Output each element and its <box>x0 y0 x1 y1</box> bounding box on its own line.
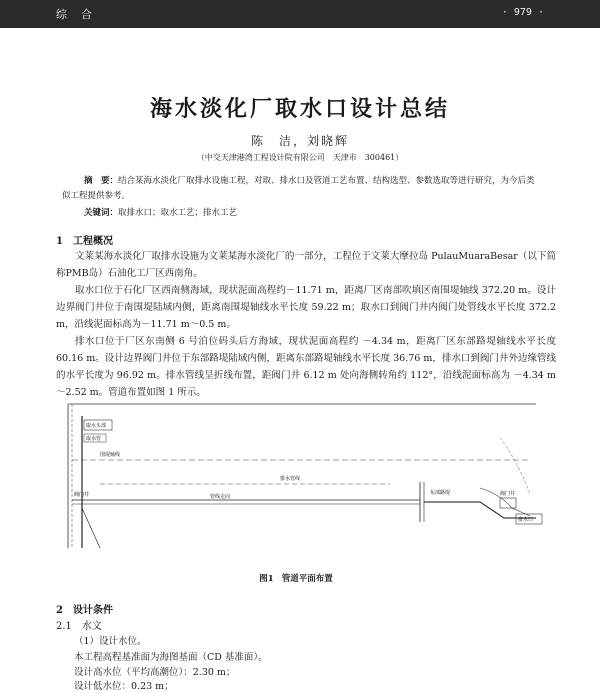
abstract-label: 摘 要： <box>84 176 119 186</box>
section-2-heading: 2 设计条件 <box>56 605 113 616</box>
keywords <box>84 206 237 218</box>
east-dashed-curve <box>500 438 530 494</box>
section-2-line-2: 本工程高程基准面为海图基面（CD 基准面）。 <box>74 652 268 663</box>
keywords-label: 关键词： <box>84 208 119 218</box>
journal-section: 综合 <box>56 8 106 21</box>
east-road-label: 东部路堤 <box>430 490 451 496</box>
section-1-paragraph-3: 排水口位于厂区东南侧 6 号泊位码头后方海域，现状泥面高程约 －4.34 m，距离厂区东部路堤轴线水平长度 60.16 m。设计边界阀门井位于东部路堤陆域内侧，距离东部路堤轴线水平长度 36.76 m，排水口到阀门井外边缘管线的水平长度为 96.92 m。排水管线呈折线布置，距阀门井 6.12 m 处向海侧转角约 112°，沿线泥面标高为 －4.34 m～2.52 m。管道布置如图 1 所示。 <box>56 336 556 398</box>
section-1-paragraph-1: 文莱某海水淡化厂取排水设施为文莱某海水淡化厂的一部分，工程位于文莱大摩拉岛 PulauMuaraBesar（以下简称PMB岛）石油化工厂区西南角。 <box>56 251 556 279</box>
section-1-heading: 1 工程概况 <box>56 236 113 247</box>
valve-left-label: 阀门井 <box>74 492 90 498</box>
figure-caption-text: 管道平面布置 <box>281 574 333 584</box>
page-number: · 979 · <box>501 7 544 18</box>
section-2-line-1: （1）设计水位。 <box>74 636 147 647</box>
axis-note-label: 围堤轴线 <box>100 452 121 458</box>
valve-right-label: 阀门井 <box>500 491 516 497</box>
affiliation: （中交天津港湾工程设计院有限公司 天津市 300461） <box>196 153 404 162</box>
section-2-line-3: 设计高水位（平均高潮位）：2.30 m； <box>74 667 236 678</box>
authors: 陈 洁，刘晓辉 <box>250 134 349 148</box>
figure-caption-number: 图1 <box>259 574 274 584</box>
abstract <box>62 174 538 204</box>
outfall-label: 排水口 <box>518 517 534 523</box>
paper-title: 海水淡化厂取水口设计总结 <box>149 96 450 122</box>
pipeline-layout-figure <box>60 398 544 566</box>
keywords-text: 取排水口；取水工艺；排水工艺 <box>118 208 238 218</box>
outfall-pipe-line <box>424 502 536 518</box>
abstract-text: 结合某海水淡化厂取排水设施工程，对取、排水口及管道工艺布置、结构选型、参数选取等进行研究，为今后类似工程提供参考。 <box>62 176 535 201</box>
intake-diagonal <box>82 508 100 548</box>
intake-label: 取水头部 <box>86 423 107 429</box>
pipe-label: 取水管 <box>86 436 102 442</box>
section-2-line-4: 设计低水位：0.23 m； <box>74 681 174 692</box>
section-2-1-heading: 2.1 水文 <box>56 621 102 632</box>
journal-header <box>0 0 600 28</box>
route-label: 管线走向 <box>210 494 231 500</box>
outfall-pipe-label: 排水管线 <box>280 476 301 482</box>
valve-right-box <box>500 498 516 508</box>
figure-caption <box>0 572 600 584</box>
section-1-paragraph-2: 取水口位于石化厂区西南侧海域，现状泥面高程约－11.71 m，距离厂区南部吹填区南围堤轴线 372.20 m。设计边界阀门井位于南围堤陆域内侧，距离南围堤轴线水平长度 59.22 m；取水口到阀门井内阀门处管线水平长度 372.2 m，沿线泥面标高为－11.71 m～0.5 m。 <box>56 285 556 330</box>
